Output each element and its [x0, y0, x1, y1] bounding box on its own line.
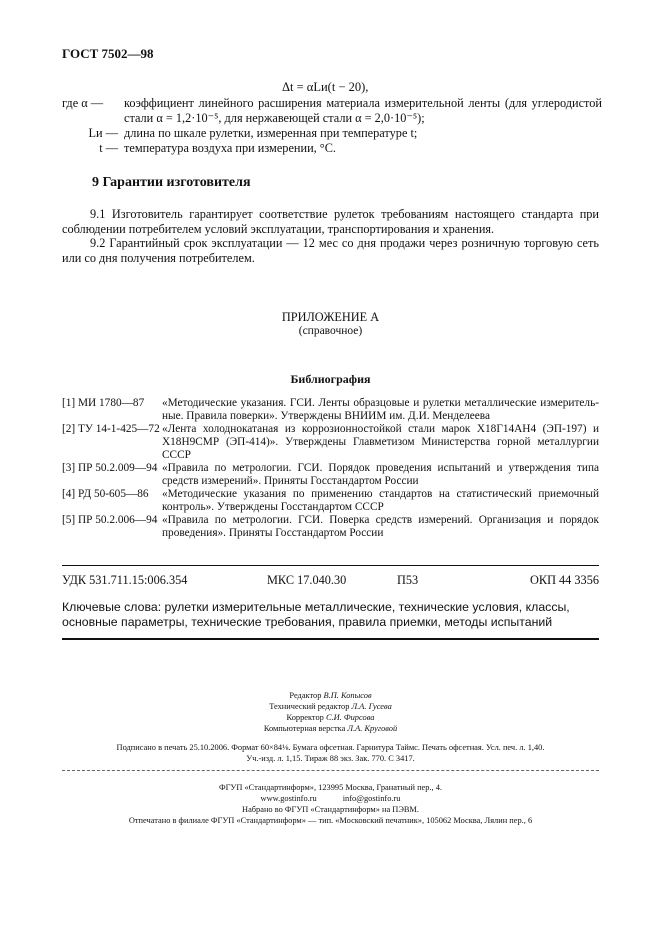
bibliography-item [62, 423, 599, 462]
bibliography-ref: [3] ПР 50.2.009—94 [62, 462, 158, 474]
publisher-info [0, 782, 661, 826]
bibliography-ref: [5] ПР 50.2.006—94 [62, 514, 158, 526]
dashed-divider [62, 770, 599, 771]
credit-name: В.П. Копысов [323, 691, 372, 700]
bibliography-text: «Методические указания. ГСИ. Ленты образцовые и рулетки металлические измеритель-ные. Правила поверки». Утверждены ВНИИМ им. Д.И. Менделеева [162, 397, 599, 422]
mks-code: МКС 17.040.30 [267, 573, 347, 587]
credit-line [0, 712, 661, 723]
print-info-line: Подписано в печать 25.10.2006. Формат 60×84⅛. Бумага офсетная. Гарнитура Таймс. Печать офсетная. Усл. печ. л. 1,40. [116, 743, 545, 752]
definition-term: t — [99, 141, 118, 155]
standard-header: ГОСТ 7502—98 [62, 46, 154, 61]
publisher-email[interactable]: info@gostinfo.ru [342, 794, 401, 803]
bibliography-text: «Правила по метрологии. ГСИ. Поверка средств измерений. Организация и порядок проведения». Приняты Госстандартом России [162, 514, 599, 539]
credit-line [0, 690, 661, 701]
definition-text: температура воздуха при измерении, °С. [124, 141, 336, 155]
bibliography-ref: [2] ТУ 14-1-425—72 [62, 423, 160, 435]
paragraph-9-2 [62, 236, 599, 266]
credit-name: Л.А. Круговой [347, 724, 398, 733]
credit-name: С.И. Фирсова [325, 713, 375, 722]
appendix-subtitle: (справочное) [298, 325, 363, 337]
keywords: Ключевые слова: рулетки измерительные металлические, технические условия, классы, основные параметры, технические требования, правила приемки, методы испытаний [62, 600, 570, 629]
bibliography-item [62, 488, 599, 514]
credit-role: Компьютерная верстка [263, 724, 346, 733]
bibliography-title: Библиография [290, 372, 371, 386]
okp-code: ОКП 44 3356 [529, 573, 599, 587]
publisher-printed: Отпечатано в филиале ФГУП «Стандартинформ» — тип. «Московский печатник», 105062 Москва, Лялин пер., 6 [128, 816, 533, 825]
definition-item [62, 141, 602, 156]
paragraph-9-1 [62, 207, 599, 237]
definition-text: коэффициент линейного расширения материала измерительной ленты (для углеродистой стали α = 1,2·10⁻⁵, для нержавеющей стали α = 2,0·10⁻⁵); [124, 96, 602, 125]
definitions-list [62, 96, 602, 156]
definition-item [62, 126, 602, 141]
publisher-contacts [0, 793, 661, 804]
bibliography-item [62, 462, 599, 488]
bibliography-ref: [4] РД 50-605—86 [62, 488, 149, 500]
print-info [62, 742, 599, 764]
bibliography-text: «Правила по метрологии. ГСИ. Порядок проведения испытаний и утверждения типа средств измерений». Приняты Госстандартом России [162, 462, 599, 487]
credits [0, 690, 661, 734]
publisher-address: ФГУП «Стандартинформ», 123995 Москва, Гранатный пер., 4. [218, 783, 443, 792]
credit-role: Корректор [286, 713, 324, 722]
appendix-title: ПРИЛОЖЕНИЕ А [281, 310, 380, 324]
print-info-line: Уч.-изд. л. 1,15. Тираж 88 экз. Зак. 770. С 3417. [246, 754, 415, 763]
definition-term: где α — [62, 96, 104, 110]
credit-role: Технический редактор [269, 702, 350, 711]
credit-line [0, 723, 661, 734]
udk-code: УДК 531.711.15:006.354 [62, 573, 188, 587]
credit-name: Л.А. Гусева [351, 702, 392, 711]
publisher-site[interactable]: www.gostinfo.ru [260, 794, 317, 803]
definition-text: длина по шкале рулетки, измеренная при температуре t; [124, 126, 418, 140]
bibliography-text: «Лента холоднокатаная из коррозионностойкой стали марок Х18Г14АН4 (ЭП-197) и Х18Н9СМР (ЭП-414)». Утверждены Главметизом Министерства горной металлургии СССР [162, 423, 599, 461]
definition-term: Lи — [88, 126, 118, 140]
credit-line [0, 701, 661, 712]
bibliography-item [62, 514, 599, 540]
divider-bottom [62, 638, 599, 640]
credit-role: Редактор [289, 691, 322, 700]
publisher-typeset: Набрано во ФГУП «Стандартинформ» на ПЭВМ. [242, 805, 419, 814]
paragraph-text: 9.2 Гарантийный срок эксплуатации — 12 мес со дня продажи через розничную торговую сеть или со дня получения потребителем. [62, 236, 599, 265]
bibliography-text: «Методические указания по применению стандартов на статистический приемочный контроль». Утверждены Госстандартом СССР [162, 488, 599, 513]
bibliography-list [62, 397, 599, 540]
divider-top [62, 565, 599, 566]
section-title: 9 Гарантии изготовителя [92, 175, 251, 190]
paragraph-text: 9.1 Изготовитель гарантирует соответствие рулеток требованиям настоящего стандарта при соблюдении потребителем условий эксплуатации, транспортирования и хранения. [62, 207, 599, 236]
formula: Δt = αLи(t − 20), [282, 80, 369, 94]
bibliography-item [62, 397, 599, 423]
definition-item [62, 96, 602, 126]
bibliography-ref: [1] МИ 1780—87 [62, 397, 145, 409]
p-code: П53 [397, 573, 419, 587]
